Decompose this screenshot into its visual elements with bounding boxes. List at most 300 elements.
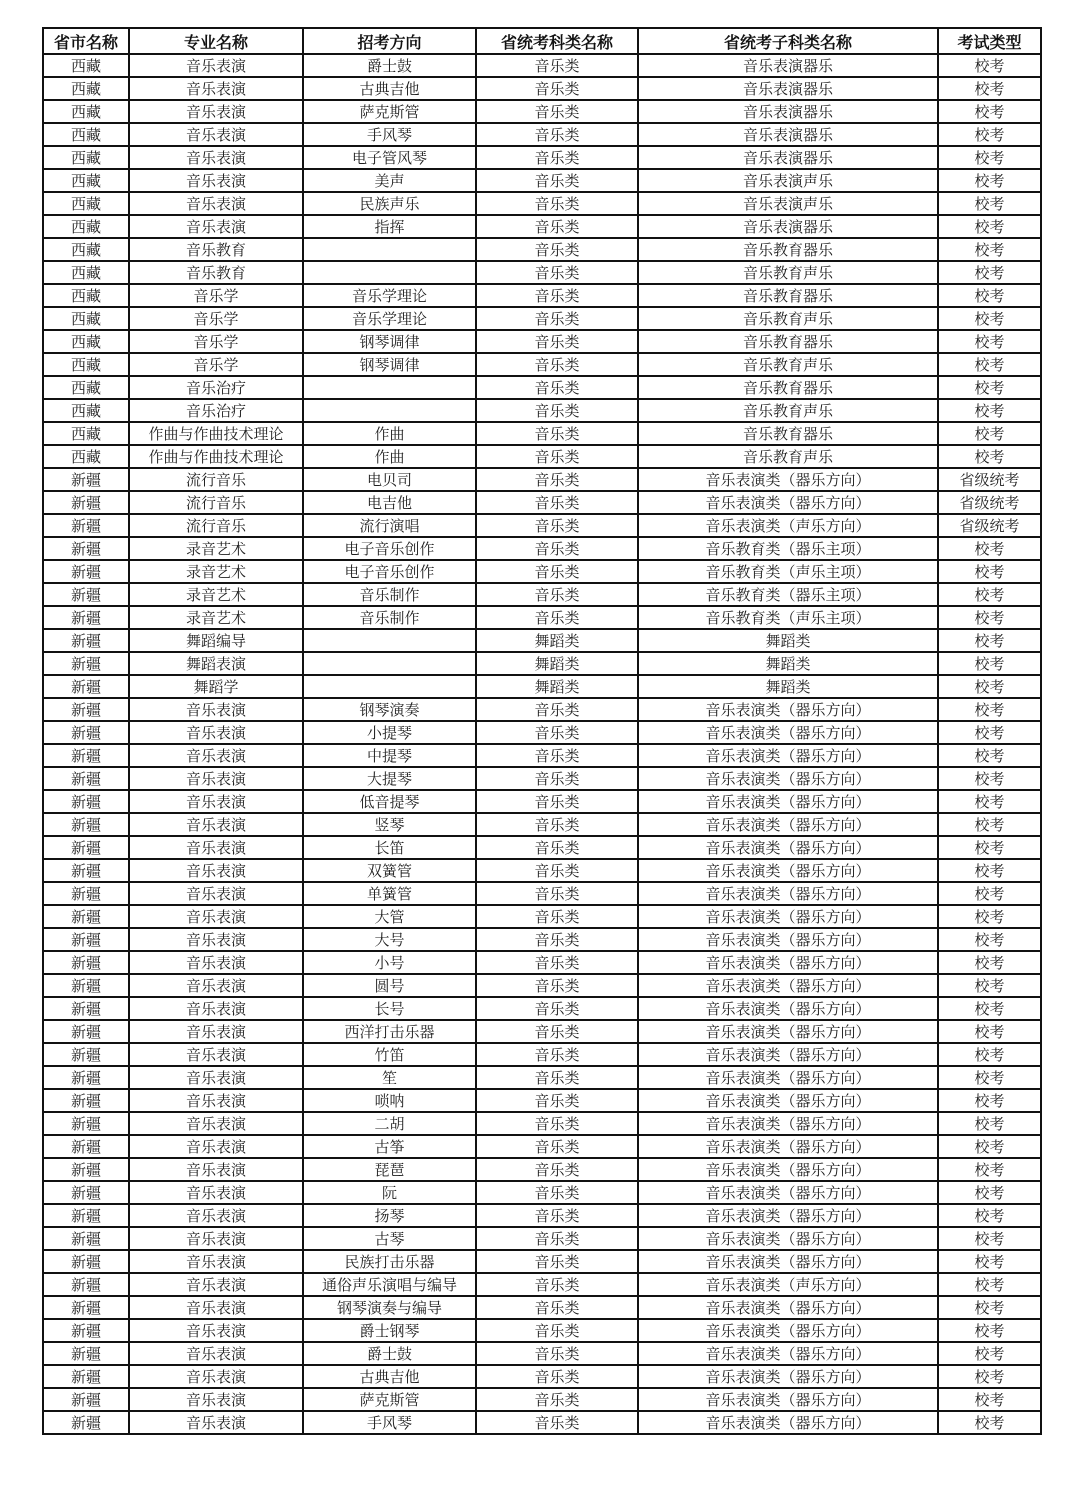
table-cell: 电子音乐创作 bbox=[303, 537, 476, 560]
table-row bbox=[43, 376, 1041, 399]
column-header: 考试类型 bbox=[938, 28, 1041, 54]
table-cell: 新疆 bbox=[43, 1020, 129, 1043]
table-cell: 新疆 bbox=[43, 974, 129, 997]
table-cell: 音乐类 bbox=[476, 1273, 638, 1296]
table-cell: 古典吉他 bbox=[303, 77, 476, 100]
table-cell: 新疆 bbox=[43, 1365, 129, 1388]
table-cell: 钢琴调律 bbox=[303, 330, 476, 353]
table-row bbox=[43, 422, 1041, 445]
table-cell: 校考 bbox=[938, 1296, 1041, 1319]
table-cell: 音乐表演器乐 bbox=[638, 123, 938, 146]
table-cell: 音乐类 bbox=[476, 1158, 638, 1181]
table-cell: 音乐类 bbox=[476, 1043, 638, 1066]
table-cell: 新疆 bbox=[43, 1158, 129, 1181]
table-row bbox=[43, 629, 1041, 652]
table-cell: 音乐类 bbox=[476, 560, 638, 583]
table-row bbox=[43, 1089, 1041, 1112]
table-cell: 校考 bbox=[938, 859, 1041, 882]
table-cell: 音乐表演类（器乐方向） bbox=[638, 1066, 938, 1089]
table-cell: 音乐类 bbox=[476, 1066, 638, 1089]
table-cell: 音乐类 bbox=[476, 1227, 638, 1250]
table-cell: 圆号 bbox=[303, 974, 476, 997]
table-cell: 音乐表演 bbox=[129, 744, 303, 767]
table-cell: 音乐类 bbox=[476, 813, 638, 836]
table-cell: 西藏 bbox=[43, 284, 129, 307]
table-cell: 校考 bbox=[938, 215, 1041, 238]
table-row bbox=[43, 123, 1041, 146]
table-row bbox=[43, 1250, 1041, 1273]
table-cell: 校考 bbox=[938, 192, 1041, 215]
table-cell: 笙 bbox=[303, 1066, 476, 1089]
table-cell: 西藏 bbox=[43, 77, 129, 100]
table-cell: 民族打击乐器 bbox=[303, 1250, 476, 1273]
table-cell: 音乐类 bbox=[476, 882, 638, 905]
table-cell bbox=[303, 652, 476, 675]
table-cell: 琵琶 bbox=[303, 1158, 476, 1181]
table-cell: 新疆 bbox=[43, 1112, 129, 1135]
table-cell: 校考 bbox=[938, 1043, 1041, 1066]
table-row bbox=[43, 1112, 1041, 1135]
exam-category-table bbox=[42, 27, 1042, 1435]
table-row bbox=[43, 675, 1041, 698]
table-cell: 音乐类 bbox=[476, 1204, 638, 1227]
table-cell: 校考 bbox=[938, 744, 1041, 767]
table-row bbox=[43, 583, 1041, 606]
table-row bbox=[43, 606, 1041, 629]
table-cell: 音乐类 bbox=[476, 1365, 638, 1388]
table-cell: 音乐表演 bbox=[129, 192, 303, 215]
table-row bbox=[43, 1204, 1041, 1227]
table-cell: 音乐表演类（器乐方向） bbox=[638, 1043, 938, 1066]
table-cell: 音乐类 bbox=[476, 445, 638, 468]
table-cell: 音乐表演 bbox=[129, 1365, 303, 1388]
table-cell: 音乐表演 bbox=[129, 859, 303, 882]
table-row bbox=[43, 100, 1041, 123]
table-cell: 西藏 bbox=[43, 376, 129, 399]
table-row bbox=[43, 54, 1041, 77]
table-cell: 校考 bbox=[938, 698, 1041, 721]
table-cell: 新疆 bbox=[43, 1066, 129, 1089]
table-cell: 音乐教育声乐 bbox=[638, 445, 938, 468]
table-row bbox=[43, 882, 1041, 905]
table-cell: 音乐表演 bbox=[129, 1112, 303, 1135]
table-cell: 校考 bbox=[938, 928, 1041, 951]
table-cell: 校考 bbox=[938, 813, 1041, 836]
table-cell: 音乐表演 bbox=[129, 1342, 303, 1365]
table-cell bbox=[303, 261, 476, 284]
table-cell: 音乐表演 bbox=[129, 721, 303, 744]
table-cell: 音乐表演 bbox=[129, 836, 303, 859]
table-cell: 舞蹈表演 bbox=[129, 652, 303, 675]
table-cell: 音乐表演类（器乐方向） bbox=[638, 744, 938, 767]
table-cell: 音乐治疗 bbox=[129, 376, 303, 399]
table-cell: 电吉他 bbox=[303, 491, 476, 514]
table-cell: 音乐表演类（器乐方向） bbox=[638, 1388, 938, 1411]
table-cell: 校考 bbox=[938, 330, 1041, 353]
table-cell: 低音提琴 bbox=[303, 790, 476, 813]
table-cell: 校考 bbox=[938, 583, 1041, 606]
table-cell: 音乐表演 bbox=[129, 767, 303, 790]
table-cell: 校考 bbox=[938, 238, 1041, 261]
table-cell: 新疆 bbox=[43, 675, 129, 698]
table-cell: 新疆 bbox=[43, 1250, 129, 1273]
table-row bbox=[43, 813, 1041, 836]
table-cell: 小号 bbox=[303, 951, 476, 974]
table-cell: 校考 bbox=[938, 1227, 1041, 1250]
table-cell: 舞蹈类 bbox=[638, 652, 938, 675]
table-cell: 校考 bbox=[938, 1273, 1041, 1296]
table-cell: 校考 bbox=[938, 537, 1041, 560]
table-cell: 美声 bbox=[303, 169, 476, 192]
table-cell: 音乐表演类（器乐方向） bbox=[638, 905, 938, 928]
table-cell: 校考 bbox=[938, 1089, 1041, 1112]
table-cell: 音乐表演类（器乐方向） bbox=[638, 1135, 938, 1158]
table-cell: 新疆 bbox=[43, 790, 129, 813]
table-cell: 音乐表演 bbox=[129, 928, 303, 951]
table-cell: 校考 bbox=[938, 1250, 1041, 1273]
table-cell: 校考 bbox=[938, 1342, 1041, 1365]
table-cell: 音乐教育 bbox=[129, 261, 303, 284]
table-row bbox=[43, 468, 1041, 491]
table-cell: 西藏 bbox=[43, 261, 129, 284]
table-cell: 音乐类 bbox=[476, 698, 638, 721]
table-cell: 音乐类 bbox=[476, 54, 638, 77]
table-cell: 新疆 bbox=[43, 1342, 129, 1365]
table-cell: 音乐表演 bbox=[129, 1296, 303, 1319]
table-row bbox=[43, 652, 1041, 675]
table-cell: 新疆 bbox=[43, 606, 129, 629]
table-cell: 音乐类 bbox=[476, 146, 638, 169]
table-cell: 音乐类 bbox=[476, 997, 638, 1020]
table-cell: 电贝司 bbox=[303, 468, 476, 491]
table-cell: 新疆 bbox=[43, 1089, 129, 1112]
table-cell: 音乐类 bbox=[476, 353, 638, 376]
table-cell: 音乐学 bbox=[129, 284, 303, 307]
table-cell: 新疆 bbox=[43, 537, 129, 560]
table-cell: 爵士钢琴 bbox=[303, 1319, 476, 1342]
table-cell: 音乐表演器乐 bbox=[638, 77, 938, 100]
table-row bbox=[43, 1181, 1041, 1204]
table-cell: 西藏 bbox=[43, 54, 129, 77]
table-cell: 音乐类 bbox=[476, 744, 638, 767]
table-cell: 音乐表演 bbox=[129, 813, 303, 836]
table-cell: 流行音乐 bbox=[129, 491, 303, 514]
table-cell: 中提琴 bbox=[303, 744, 476, 767]
column-header: 招考方向 bbox=[303, 28, 476, 54]
table-body bbox=[43, 54, 1041, 1434]
table-cell: 新疆 bbox=[43, 905, 129, 928]
table-cell: 校考 bbox=[938, 261, 1041, 284]
table-cell: 西藏 bbox=[43, 215, 129, 238]
table-cell: 省级统考 bbox=[938, 514, 1041, 537]
table-row bbox=[43, 1227, 1041, 1250]
table-row bbox=[43, 445, 1041, 468]
column-header: 省市名称 bbox=[43, 28, 129, 54]
table-row bbox=[43, 974, 1041, 997]
table-cell: 音乐类 bbox=[476, 790, 638, 813]
table-cell: 竹笛 bbox=[303, 1043, 476, 1066]
table-cell: 音乐表演类（器乐方向） bbox=[638, 1204, 938, 1227]
table-cell: 音乐表演类（声乐方向） bbox=[638, 1273, 938, 1296]
table-cell: 新疆 bbox=[43, 583, 129, 606]
table-cell: 指挥 bbox=[303, 215, 476, 238]
table-row bbox=[43, 790, 1041, 813]
table-cell: 音乐类 bbox=[476, 974, 638, 997]
table-row bbox=[43, 1342, 1041, 1365]
table-cell: 电子音乐创作 bbox=[303, 560, 476, 583]
table-cell: 音乐类 bbox=[476, 1135, 638, 1158]
table-cell: 音乐表演 bbox=[129, 1066, 303, 1089]
table-cell: 西藏 bbox=[43, 169, 129, 192]
header-row bbox=[43, 28, 1041, 54]
table-cell: 新疆 bbox=[43, 721, 129, 744]
table-cell: 音乐表演器乐 bbox=[638, 215, 938, 238]
table-cell: 音乐教育器乐 bbox=[638, 330, 938, 353]
table-cell: 音乐表演 bbox=[129, 951, 303, 974]
table-cell: 音乐类 bbox=[476, 100, 638, 123]
table-cell: 音乐表演类（器乐方向） bbox=[638, 928, 938, 951]
table-cell: 大管 bbox=[303, 905, 476, 928]
table-cell: 音乐表演 bbox=[129, 1043, 303, 1066]
exam-category-table-wrap bbox=[42, 27, 1040, 1435]
table-cell: 校考 bbox=[938, 445, 1041, 468]
table-cell: 音乐表演类（器乐方向） bbox=[638, 1250, 938, 1273]
table-cell: 舞蹈学 bbox=[129, 675, 303, 698]
table-cell: 录音艺术 bbox=[129, 583, 303, 606]
table-cell: 音乐表演类（器乐方向） bbox=[638, 997, 938, 1020]
table-cell: 音乐表演 bbox=[129, 1319, 303, 1342]
table-cell: 音乐类 bbox=[476, 238, 638, 261]
table-cell: 音乐类 bbox=[476, 1020, 638, 1043]
table-cell: 西藏 bbox=[43, 307, 129, 330]
table-cell: 音乐类 bbox=[476, 1319, 638, 1342]
table-cell: 钢琴调律 bbox=[303, 353, 476, 376]
table-cell: 音乐类 bbox=[476, 77, 638, 100]
table-cell: 音乐表演类（器乐方向） bbox=[638, 951, 938, 974]
table-cell: 音乐类 bbox=[476, 1089, 638, 1112]
table-cell: 校考 bbox=[938, 675, 1041, 698]
table-cell: 电子管风琴 bbox=[303, 146, 476, 169]
table-cell: 小提琴 bbox=[303, 721, 476, 744]
table-cell bbox=[303, 238, 476, 261]
table-cell: 新疆 bbox=[43, 928, 129, 951]
table-row bbox=[43, 77, 1041, 100]
table-cell: 音乐表演类（器乐方向） bbox=[638, 882, 938, 905]
table-cell: 音乐表演 bbox=[129, 146, 303, 169]
table-cell: 手风琴 bbox=[303, 1411, 476, 1434]
table-cell: 作曲与作曲技术理论 bbox=[129, 445, 303, 468]
table-cell: 新疆 bbox=[43, 514, 129, 537]
table-cell: 校考 bbox=[938, 169, 1041, 192]
table-cell: 音乐表演类（器乐方向） bbox=[638, 767, 938, 790]
table-cell: 音乐教育 bbox=[129, 238, 303, 261]
table-cell: 音乐表演 bbox=[129, 1204, 303, 1227]
table-cell: 校考 bbox=[938, 905, 1041, 928]
table-cell: 新疆 bbox=[43, 1181, 129, 1204]
table-cell: 音乐类 bbox=[476, 1411, 638, 1434]
table-cell: 通俗声乐演唱与编导 bbox=[303, 1273, 476, 1296]
table-cell: 校考 bbox=[938, 951, 1041, 974]
table-cell: 音乐类 bbox=[476, 1296, 638, 1319]
table-cell: 古琴 bbox=[303, 1227, 476, 1250]
table-cell: 音乐类 bbox=[476, 905, 638, 928]
table-cell: 音乐教育器乐 bbox=[638, 422, 938, 445]
table-cell: 新疆 bbox=[43, 629, 129, 652]
table-cell: 音乐表演声乐 bbox=[638, 169, 938, 192]
table-cell: 新疆 bbox=[43, 767, 129, 790]
table-cell: 音乐表演类（器乐方向） bbox=[638, 1319, 938, 1342]
table-cell: 音乐类 bbox=[476, 859, 638, 882]
table-cell: 校考 bbox=[938, 997, 1041, 1020]
table-cell: 校考 bbox=[938, 353, 1041, 376]
table-cell: 音乐表演类（器乐方向） bbox=[638, 1020, 938, 1043]
table-cell: 新疆 bbox=[43, 1043, 129, 1066]
table-row bbox=[43, 1296, 1041, 1319]
table-cell: 省级统考 bbox=[938, 468, 1041, 491]
table-cell: 校考 bbox=[938, 422, 1041, 445]
table-cell: 校考 bbox=[938, 100, 1041, 123]
table-row bbox=[43, 514, 1041, 537]
table-row bbox=[43, 537, 1041, 560]
table-cell: 钢琴演奏与编导 bbox=[303, 1296, 476, 1319]
table-row bbox=[43, 491, 1041, 514]
table-cell: 舞蹈类 bbox=[476, 675, 638, 698]
table-cell: 西洋打击乐器 bbox=[303, 1020, 476, 1043]
table-cell: 音乐表演器乐 bbox=[638, 146, 938, 169]
table-cell: 新疆 bbox=[43, 1204, 129, 1227]
table-cell: 西藏 bbox=[43, 192, 129, 215]
table-cell: 录音艺术 bbox=[129, 560, 303, 583]
table-cell: 新疆 bbox=[43, 836, 129, 859]
table-cell: 舞蹈类 bbox=[638, 629, 938, 652]
table-cell: 爵士鼓 bbox=[303, 54, 476, 77]
table-cell: 新疆 bbox=[43, 951, 129, 974]
table-row bbox=[43, 1020, 1041, 1043]
table-cell: 音乐表演器乐 bbox=[638, 54, 938, 77]
table-cell: 校考 bbox=[938, 629, 1041, 652]
table-cell: 音乐表演 bbox=[129, 1158, 303, 1181]
table-row bbox=[43, 1135, 1041, 1158]
table-cell: 阮 bbox=[303, 1181, 476, 1204]
table-cell: 校考 bbox=[938, 1319, 1041, 1342]
column-header: 省统考科类名称 bbox=[476, 28, 638, 54]
table-cell: 音乐学 bbox=[129, 353, 303, 376]
table-cell: 音乐类 bbox=[476, 468, 638, 491]
table-cell: 大号 bbox=[303, 928, 476, 951]
table-cell: 作曲 bbox=[303, 445, 476, 468]
table-cell: 西藏 bbox=[43, 146, 129, 169]
table-cell: 民族声乐 bbox=[303, 192, 476, 215]
table-cell: 校考 bbox=[938, 882, 1041, 905]
table-cell: 音乐类 bbox=[476, 537, 638, 560]
table-row bbox=[43, 1066, 1041, 1089]
table-cell: 音乐表演 bbox=[129, 1250, 303, 1273]
table-cell: 音乐表演 bbox=[129, 1227, 303, 1250]
table-row bbox=[43, 169, 1041, 192]
table-cell: 音乐类 bbox=[476, 284, 638, 307]
table-cell: 音乐表演 bbox=[129, 1181, 303, 1204]
table-cell: 音乐治疗 bbox=[129, 399, 303, 422]
table-cell: 作曲与作曲技术理论 bbox=[129, 422, 303, 445]
table-cell: 音乐表演 bbox=[129, 1089, 303, 1112]
table-cell: 校考 bbox=[938, 1204, 1041, 1227]
table-cell: 音乐学 bbox=[129, 330, 303, 353]
table-cell: 手风琴 bbox=[303, 123, 476, 146]
table-cell: 钢琴演奏 bbox=[303, 698, 476, 721]
table-cell: 音乐教育类（声乐主项） bbox=[638, 606, 938, 629]
table-cell: 新疆 bbox=[43, 698, 129, 721]
table-cell: 音乐教育声乐 bbox=[638, 399, 938, 422]
table-cell: 校考 bbox=[938, 790, 1041, 813]
table-row bbox=[43, 928, 1041, 951]
table-cell: 爵士鼓 bbox=[303, 1342, 476, 1365]
table-cell: 音乐表演 bbox=[129, 54, 303, 77]
table-cell: 校考 bbox=[938, 399, 1041, 422]
table-cell: 校考 bbox=[938, 1112, 1041, 1135]
table-cell: 音乐教育器乐 bbox=[638, 376, 938, 399]
table-cell: 校考 bbox=[938, 721, 1041, 744]
table-cell: 校考 bbox=[938, 77, 1041, 100]
table-cell: 音乐表演 bbox=[129, 169, 303, 192]
table-cell: 音乐类 bbox=[476, 192, 638, 215]
table-cell: 音乐表演 bbox=[129, 882, 303, 905]
table-cell bbox=[303, 399, 476, 422]
table-cell: 新疆 bbox=[43, 1411, 129, 1434]
table-cell: 音乐类 bbox=[476, 307, 638, 330]
table-cell: 音乐类 bbox=[476, 951, 638, 974]
table-row bbox=[43, 284, 1041, 307]
table-cell: 音乐表演 bbox=[129, 905, 303, 928]
table-cell: 音乐制作 bbox=[303, 606, 476, 629]
table-cell: 音乐类 bbox=[476, 1250, 638, 1273]
table-cell: 新疆 bbox=[43, 468, 129, 491]
table-cell: 音乐表演声乐 bbox=[638, 192, 938, 215]
table-cell: 音乐表演类（器乐方向） bbox=[638, 1089, 938, 1112]
table-row bbox=[43, 905, 1041, 928]
table-cell: 流行音乐 bbox=[129, 468, 303, 491]
table-cell: 音乐学理论 bbox=[303, 307, 476, 330]
table-cell: 音乐教育声乐 bbox=[638, 261, 938, 284]
table-cell bbox=[303, 376, 476, 399]
table-cell: 新疆 bbox=[43, 1388, 129, 1411]
table-cell: 校考 bbox=[938, 836, 1041, 859]
table-cell: 音乐教育声乐 bbox=[638, 353, 938, 376]
table-cell: 校考 bbox=[938, 606, 1041, 629]
table-cell: 新疆 bbox=[43, 491, 129, 514]
table-row bbox=[43, 353, 1041, 376]
table-cell: 萨克斯管 bbox=[303, 100, 476, 123]
table-row bbox=[43, 1273, 1041, 1296]
table-row bbox=[43, 1043, 1041, 1066]
table-cell: 校考 bbox=[938, 767, 1041, 790]
table-cell: 校考 bbox=[938, 376, 1041, 399]
table-cell: 音乐教育类（声乐主项） bbox=[638, 560, 938, 583]
table-row bbox=[43, 859, 1041, 882]
table-cell: 音乐表演类（器乐方向） bbox=[638, 1227, 938, 1250]
table-cell bbox=[303, 629, 476, 652]
table-cell: 新疆 bbox=[43, 882, 129, 905]
table-cell: 录音艺术 bbox=[129, 537, 303, 560]
table-cell: 西藏 bbox=[43, 238, 129, 261]
table-row bbox=[43, 951, 1041, 974]
table-cell: 音乐类 bbox=[476, 491, 638, 514]
table-cell: 新疆 bbox=[43, 997, 129, 1020]
table-cell bbox=[303, 675, 476, 698]
table-row bbox=[43, 997, 1041, 1020]
table-cell: 音乐表演 bbox=[129, 1273, 303, 1296]
table-cell: 音乐表演类（器乐方向） bbox=[638, 1158, 938, 1181]
table-row bbox=[43, 330, 1041, 353]
